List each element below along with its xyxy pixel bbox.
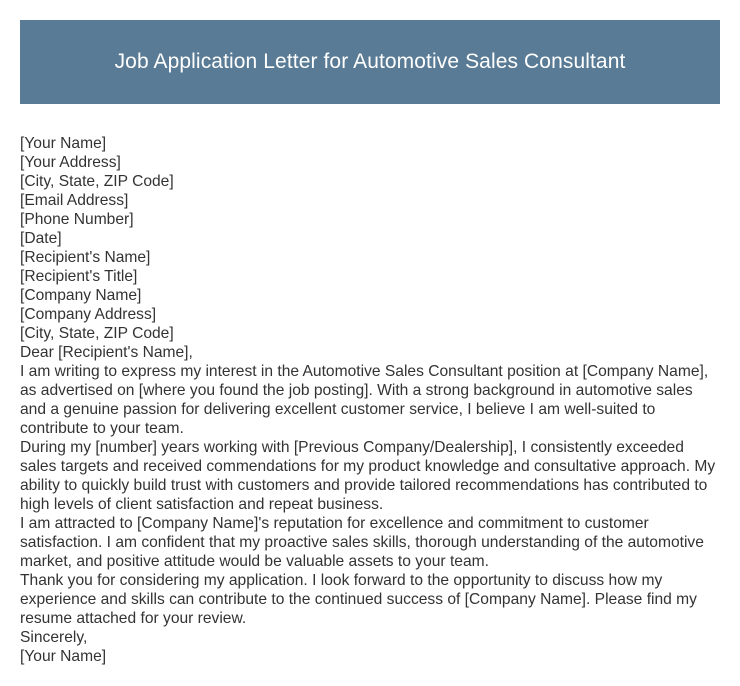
letter-body xyxy=(20,134,720,666)
document-header xyxy=(20,20,720,104)
signature-name: [Your Name] xyxy=(20,648,107,665)
sender-name: [Your Name] xyxy=(20,135,107,152)
sender-email: [Email Address] xyxy=(20,192,129,209)
sender-city-state-zip: [City, State, ZIP Code] xyxy=(20,173,174,190)
paragraph-experience: During my [number] years working with [Previous Company/Dealership], I consistently exceeded sales targets and received commendations for my product knowledge and consultative approach. My ability to quickly build trust with customers and provide tailored recommendations has contributed to high levels of client satisfaction and repeat business. xyxy=(20,439,716,513)
sender-phone: [Phone Number] xyxy=(20,211,134,228)
paragraph-closing: Thank you for considering my application. I look forward to the opportunity to discuss how my experience and skills can contribute to the continued success of [Company Name]. Please find my resume attached for your review. xyxy=(20,572,697,627)
complimentary-close: Sincerely, xyxy=(20,629,88,646)
paragraph-introduction: I am writing to express my interest in the Automotive Sales Consultant position at [Company Name], as advertised on [where you found the job posting]. With a strong background in automotive sales and a genuine passion for delivering excellent customer service, I believe I am well-suited to contribute to your team. xyxy=(20,363,709,437)
salutation: Dear [Recipient's Name], xyxy=(20,344,193,361)
recipient-address: [Company Address] xyxy=(20,306,157,323)
paragraph-motivation: I am attracted to [Company Name]'s reputation for excellence and commitment to customer satisfaction. I am confident that my proactive sales skills, thorough understanding of the automotive market, and positive attitude would be valuable assets to your team. xyxy=(20,515,704,570)
recipient-title: [Recipient's Title] xyxy=(20,268,138,285)
letter-date: [Date] xyxy=(20,230,62,247)
sender-address: [Your Address] xyxy=(20,154,121,171)
recipient-name: [Recipient's Name] xyxy=(20,249,151,266)
recipient-company: [Company Name] xyxy=(20,287,142,304)
recipient-city-state-zip: [City, State, ZIP Code] xyxy=(20,325,174,342)
document-title: Job Application Letter for Automotive Sales Consultant xyxy=(114,50,626,73)
